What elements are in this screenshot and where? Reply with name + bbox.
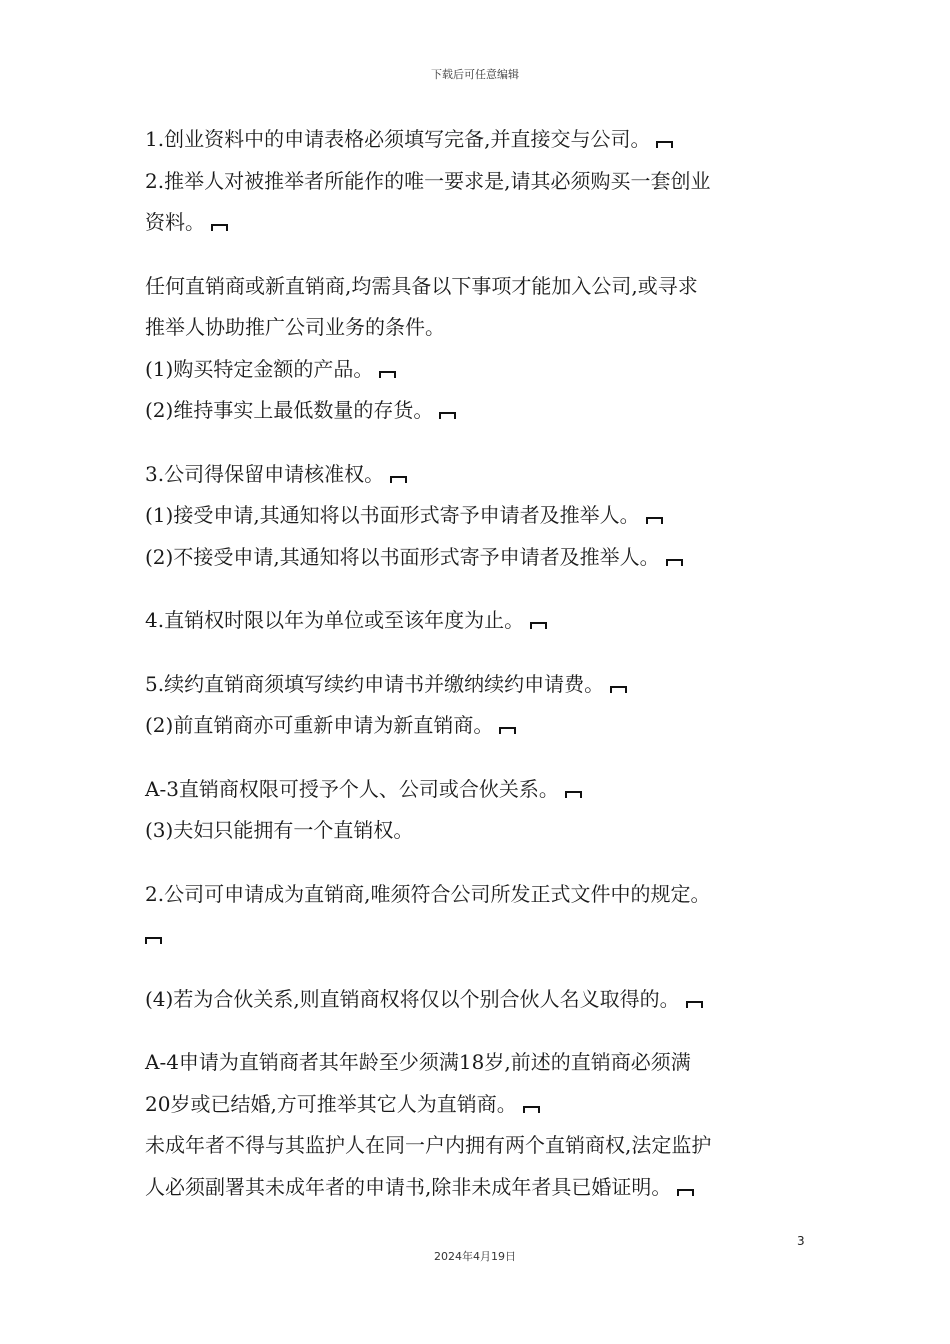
paragraph-gap (145, 957, 810, 979)
text-line (145, 1042, 810, 1084)
paragraph-gap (145, 852, 810, 874)
paragraph-gap (145, 578, 810, 600)
line-text: (1)购买特定金额的产品。 (145, 356, 374, 381)
paragraph-mark-icon (211, 224, 228, 231)
text-line (145, 390, 810, 432)
line-text: (3)夫妇只能拥有一个直销权。 (145, 818, 414, 842)
paragraph-mark-icon (530, 622, 547, 629)
text-line (145, 202, 810, 244)
paragraph-gap (145, 642, 810, 664)
line-text: A-4申请为直销商者其年龄至少须满18岁,前述的直销商必须满 (145, 1050, 691, 1074)
paragraph-gap (145, 432, 810, 454)
paragraph-mark-icon (686, 1001, 703, 1008)
line-text: 人必须副署其未成年者的申请书,除非未成年者具已婚证明。 (145, 1174, 672, 1199)
line-text: 2.公司可申请成为直销商,唯须符合公司所发正式文件中的规定。 (145, 881, 711, 906)
text-line (145, 769, 810, 811)
text-line (145, 119, 810, 161)
text-line (145, 495, 810, 537)
text-line (145, 979, 810, 1021)
page-footer-date: 2024年4月19日 (434, 1250, 516, 1263)
paragraph-mark-icon (565, 791, 582, 798)
paragraph-mark-icon (145, 937, 162, 944)
page-header: 下载后可任意编辑 (431, 68, 519, 81)
line-text: 1.创业资料中的申请表格必须填写完备,并直接交与公司。 (145, 127, 651, 151)
line-text: (2)前直销商亦可重新申请为新直销商。 (145, 713, 494, 737)
line-text: A-3直销商权限可授予个人、公司或合伙关系。 (145, 776, 559, 801)
paragraph-mark-icon (646, 517, 663, 524)
line-text: 任何直销商或新直销商,均需具备以下事项才能加入公司,或寻求 (145, 273, 698, 298)
line-text: 3.公司得保留申请核准权。 (145, 461, 385, 486)
paragraph-gap (145, 244, 810, 266)
line-text: (1)接受申请,其通知将以书面形式寄予申请者及推举人。 (145, 503, 640, 527)
paragraph-mark-icon (677, 1189, 694, 1196)
paragraph-mark-icon (610, 686, 627, 693)
paragraph-mark-icon (666, 559, 683, 566)
line-text: 2.推举人对被推举者所能作的唯一要求是,请其必须购买一套创业 (145, 168, 711, 193)
text-line (145, 349, 810, 391)
text-line (145, 915, 810, 957)
line-text: 未成年者不得与其监护人在同一户内拥有两个直销商权,法定监护 (145, 1133, 712, 1157)
paragraph-gap (145, 1020, 810, 1042)
text-line (145, 664, 810, 706)
line-text: (4)若为合伙关系,则直销商权将仅以个别合伙人名义取得的。 (145, 986, 680, 1011)
paragraph-mark-icon (390, 476, 407, 483)
text-line (145, 874, 810, 916)
paragraph-mark-icon (499, 727, 516, 734)
line-text: (2)不接受申请,其通知将以书面形式寄予申请者及推举人。 (145, 544, 660, 569)
page-number: 3 (797, 1234, 805, 1248)
paragraph-gap (145, 747, 810, 769)
text-line (145, 307, 810, 349)
line-text: 20岁或已结婚,方可推举其它人为直销商。 (145, 1091, 517, 1116)
document-body (145, 119, 810, 1208)
text-line (145, 600, 810, 642)
text-line (145, 537, 810, 579)
line-text: 推举人协助推广公司业务的条件。 (145, 315, 445, 339)
paragraph-mark-icon (523, 1106, 540, 1113)
paragraph-mark-icon (439, 412, 456, 419)
paragraph-mark-icon (656, 141, 673, 148)
text-line (145, 705, 810, 747)
text-line (145, 1084, 810, 1126)
text-line (145, 1125, 810, 1167)
text-line (145, 161, 810, 203)
text-line (145, 454, 810, 496)
paragraph-mark-icon (379, 371, 396, 378)
line-text: 4.直销权时限以年为单位或至该年度为止。 (145, 608, 525, 632)
line-text: 资料。 (145, 210, 205, 234)
line-text: (2)维持事实上最低数量的存货。 (145, 398, 434, 422)
text-line (145, 266, 810, 308)
line-text: 5.续约直销商须填写续约申请书并缴纳续约申请费。 (145, 671, 605, 696)
text-line (145, 810, 810, 852)
text-line (145, 1167, 810, 1209)
